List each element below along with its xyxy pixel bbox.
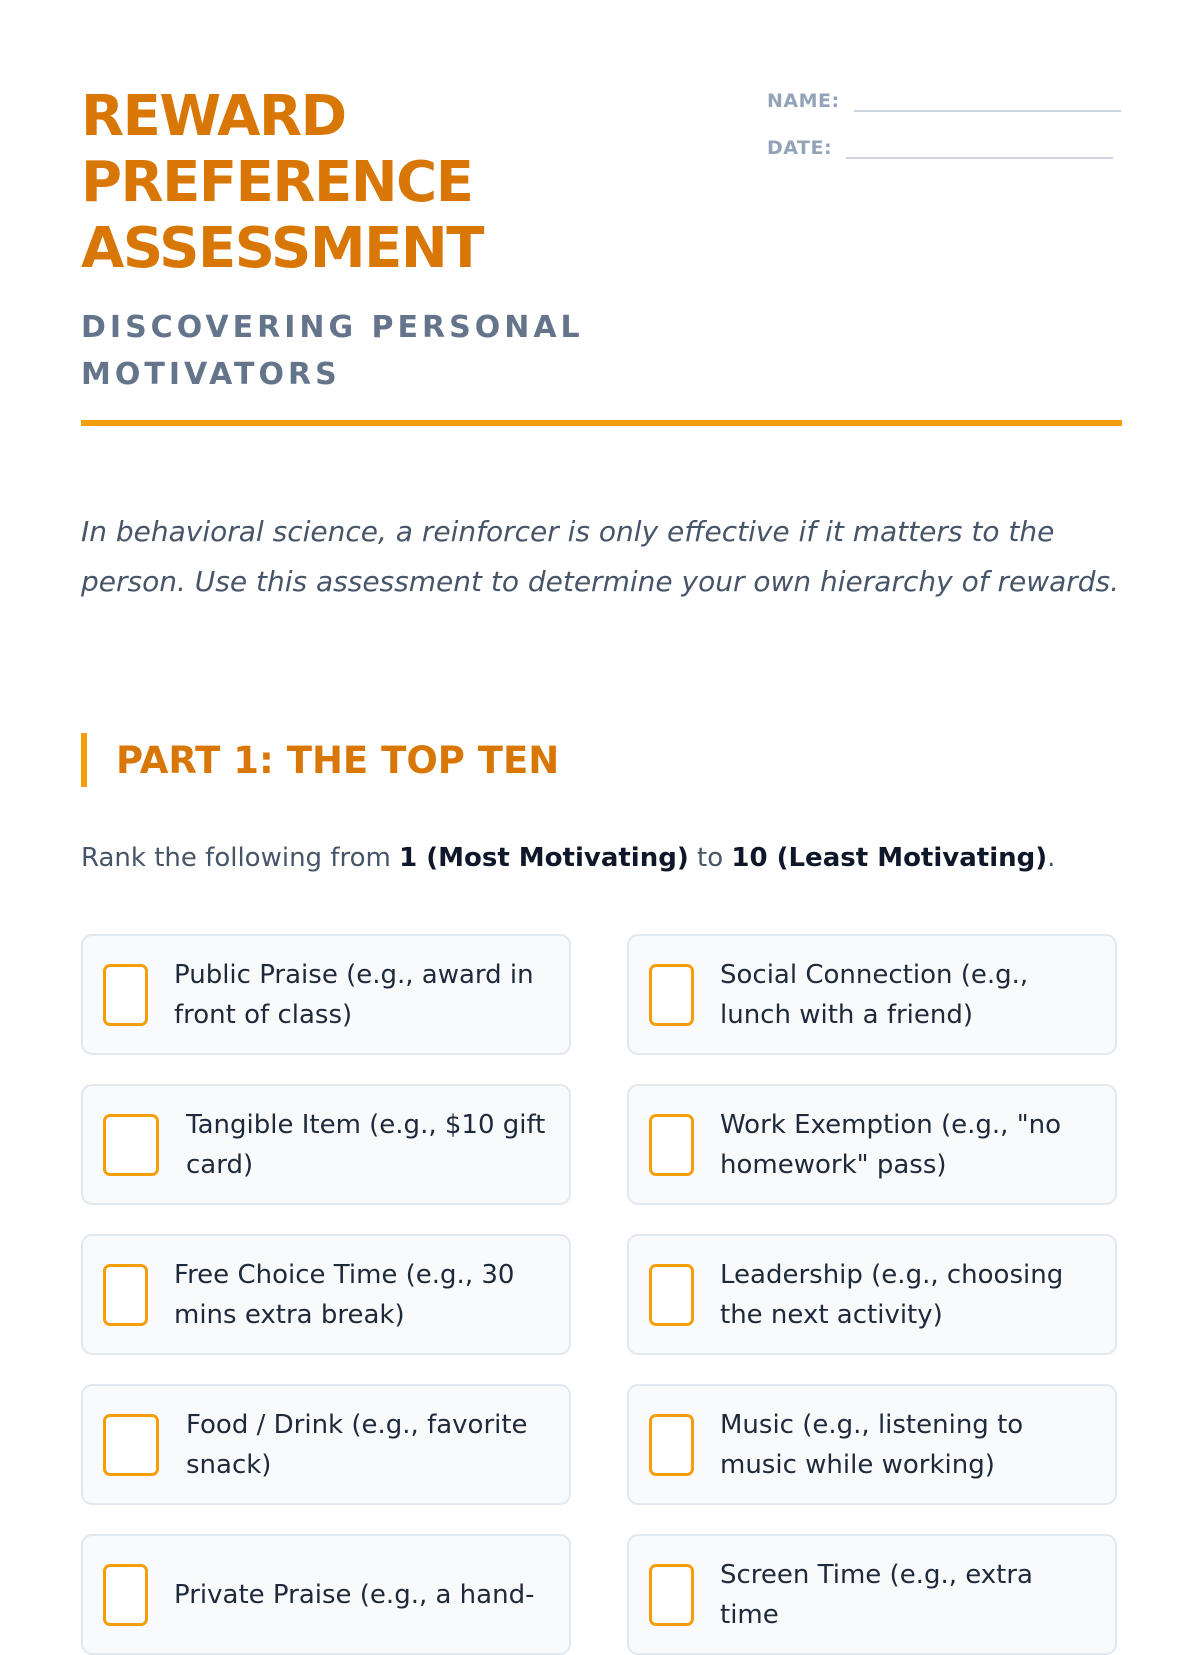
intro-paragraph: In behavioral science, a reinforcer is only effective if it matters to the person. Use this assessment to determine your own hierarchy of rewards. xyxy=(81,515,1120,598)
rank-input-box[interactable] xyxy=(649,1114,694,1176)
reward-item xyxy=(81,1534,571,1655)
date-row xyxy=(767,127,1122,159)
date-label: DATE: xyxy=(767,137,833,159)
reward-item xyxy=(627,1534,1117,1655)
reward-item-label: Private Praise (e.g., a hand- xyxy=(174,1579,535,1610)
reward-item xyxy=(627,934,1117,1055)
section-heading xyxy=(81,733,559,787)
instruction-middle: to xyxy=(688,843,732,873)
reward-item xyxy=(627,1084,1117,1205)
reward-item xyxy=(81,1384,571,1505)
page-title xyxy=(81,84,641,282)
ranking-instruction xyxy=(81,843,1055,873)
reward-item xyxy=(627,1234,1117,1355)
reward-item xyxy=(627,1384,1117,1505)
name-date-fields xyxy=(767,80,1122,174)
reward-item xyxy=(81,1084,571,1205)
rank-input-box[interactable] xyxy=(649,1414,694,1476)
header-divider xyxy=(81,420,1122,426)
reward-item-label: Public Praise (e.g., award in front of class) xyxy=(174,959,534,1030)
date-field[interactable] xyxy=(846,129,1113,159)
instruction-suffix: . xyxy=(1047,843,1056,873)
reward-item-label: Music (e.g., listening to music while working) xyxy=(720,1409,1024,1480)
instruction-most: 1 (Most Motivating) xyxy=(399,843,689,873)
rank-input-box[interactable] xyxy=(649,1264,694,1326)
reward-item xyxy=(81,934,571,1055)
page-title-line-1: REWARD xyxy=(81,84,346,149)
reward-item-label: Tangible Item (e.g., $10 gift card) xyxy=(186,1109,546,1180)
reward-item-label: Work Exemption (e.g., "no homework" pass) xyxy=(720,1109,1062,1180)
worksheet-page xyxy=(81,0,1122,1630)
name-row xyxy=(767,80,1122,112)
name-field[interactable] xyxy=(854,82,1121,112)
rank-input-box[interactable] xyxy=(103,1114,159,1176)
reward-item-label: Screen Time (e.g., extra time xyxy=(720,1559,1033,1630)
rank-input-box[interactable] xyxy=(103,1564,148,1626)
instruction-prefix: Rank the following from xyxy=(81,843,400,873)
rank-input-box[interactable] xyxy=(103,1414,159,1476)
section-title: PART 1: THE TOP TEN xyxy=(116,738,560,782)
reward-item-label: Free Choice Time (e.g., 30 mins extra break) xyxy=(174,1259,515,1330)
page-title-line-2: PREFERENCE xyxy=(81,150,473,215)
reward-item xyxy=(81,1234,571,1355)
worksheet-header xyxy=(81,0,1122,428)
instruction-least: 10 (Least Motivating) xyxy=(731,843,1048,873)
reward-item-label: Social Connection (e.g., lunch with a friend) xyxy=(720,959,1029,1030)
title-block xyxy=(81,84,641,398)
rank-input-box[interactable] xyxy=(649,964,694,1026)
reward-item-label: Leadership (e.g., choosing the next activity) xyxy=(720,1259,1064,1330)
rank-input-box[interactable] xyxy=(103,964,148,1026)
page-subtitle: DISCOVERING PERSONAL MOTIVATORS xyxy=(81,310,584,392)
reward-item-label: Food / Drink (e.g., favorite snack) xyxy=(186,1409,528,1480)
rank-input-box[interactable] xyxy=(103,1264,148,1326)
page-title-line-3: ASSESSMENT xyxy=(81,216,483,281)
name-label: NAME: xyxy=(767,90,840,112)
rank-input-box[interactable] xyxy=(649,1564,694,1626)
